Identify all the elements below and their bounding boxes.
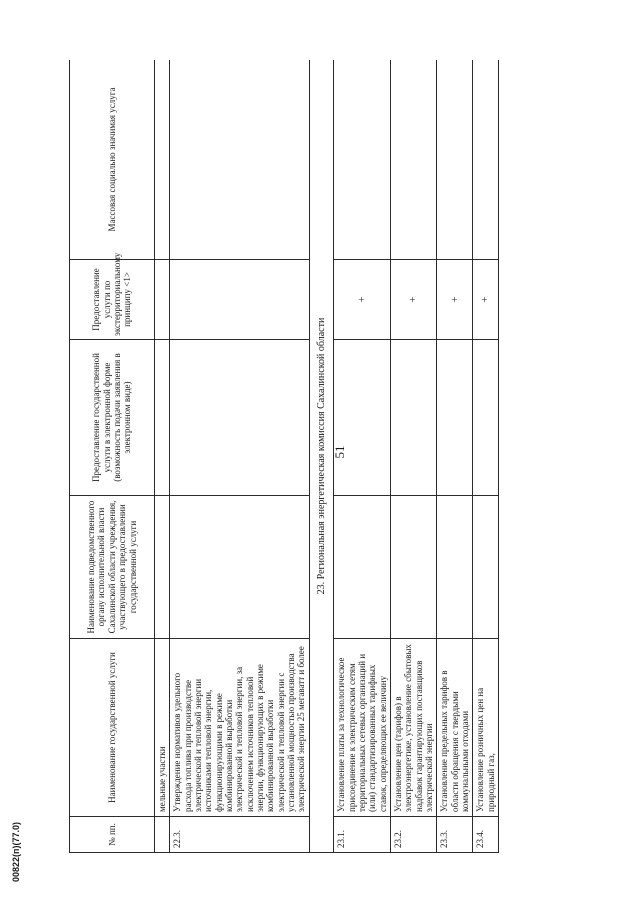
table-row (437, 60, 473, 853)
row-body (334, 496, 391, 639)
row-extraterritorial: + (473, 260, 499, 340)
row-extraterritorial: + (391, 260, 437, 340)
row-mass (437, 60, 473, 260)
row-num: 23.1. (334, 817, 391, 853)
row-service-name: Установление платы за технологическое присоединение к электрическим сетям территориальных сетевых организаций и (или) стандартизированных тарифных ставок, определяющих ее величину (334, 639, 391, 817)
row-electronic (437, 340, 473, 496)
row-service-name: Утверждение нормативов удельного расхода топлива при производстве электрической и тепловой энергии источниками тепловой энергии, функционирующими в режиме комбинированной выработки электрической и тепловой энергии, за исключением источников тепловой энергии, функционирующих в режиме комбинированной выработки электрической и тепловой энергии с установленной мощностью производства электрической энергии 25 мегаватт и более (170, 639, 309, 817)
row-mass (170, 60, 309, 260)
header-extraterritorial: Предоставление услуги по экстерриториальному принципу <1> (70, 260, 155, 340)
row-num: 23.2. (391, 817, 437, 853)
table-row (155, 60, 170, 853)
row-electronic (334, 340, 391, 496)
table-row (391, 60, 437, 853)
table-header-row (70, 60, 155, 853)
row-electronic (170, 340, 309, 496)
row-extraterritorial: + (437, 260, 473, 340)
row-service-name: Установление цен (тарифов) в электроэнергетике, установление сбытовых надбавок гарантирующих поставщиков электрической энергии (391, 639, 437, 817)
row-body (473, 496, 499, 639)
row-service-name: Установление розничных цен на природный газ, (473, 639, 499, 817)
header-service-name: Наименование государственной услуги (70, 639, 155, 817)
page-number: 51 (332, 445, 347, 459)
row-extraterritorial: + (334, 260, 391, 340)
table-row (473, 60, 499, 853)
row-mass (473, 60, 499, 260)
services-table (69, 60, 499, 853)
row-extraterritorial (170, 260, 309, 340)
section-header-row (309, 60, 334, 853)
section-title: 23. Региональная энергетическая комиссия Сахалинской области (309, 60, 334, 853)
row-mass (334, 60, 391, 260)
row-num: 22.3. (170, 817, 309, 853)
row-extraterritorial (155, 260, 170, 340)
row-service-name: Установление предельных тарифов в области обращения с твердыми коммунальными отходами (437, 639, 473, 817)
row-num: 23.3. (437, 817, 473, 853)
row-mass (391, 60, 437, 260)
services-table-container (69, 60, 602, 853)
row-mass (155, 60, 170, 260)
rotated-page-content (69, 60, 602, 853)
row-num: 23.4. (473, 817, 499, 853)
row-body (155, 496, 170, 639)
document-code: 00822(п)(77.0) (11, 822, 21, 882)
row-body (391, 496, 437, 639)
table-row (170, 60, 309, 853)
row-body (170, 496, 309, 639)
header-mass-service: Массовая социально значимая услуга (70, 60, 155, 260)
row-electronic (391, 340, 437, 496)
row-body (437, 496, 473, 639)
row-num (155, 817, 170, 853)
header-num: № пп. (70, 817, 155, 853)
table-row (334, 60, 391, 853)
header-subordinate-body: Наименование подведомственного органу исполнительной власти Сахалинской области учреждения, участвующего в предоставлении государственной услуги (70, 496, 155, 639)
row-electronic (473, 340, 499, 496)
row-service-name: мельные участки (155, 639, 170, 817)
row-electronic (155, 340, 170, 496)
header-electronic-form: Предоставление государственной услуги в электронной форме (возможность подачи заявления в электронном виде) (70, 340, 155, 496)
